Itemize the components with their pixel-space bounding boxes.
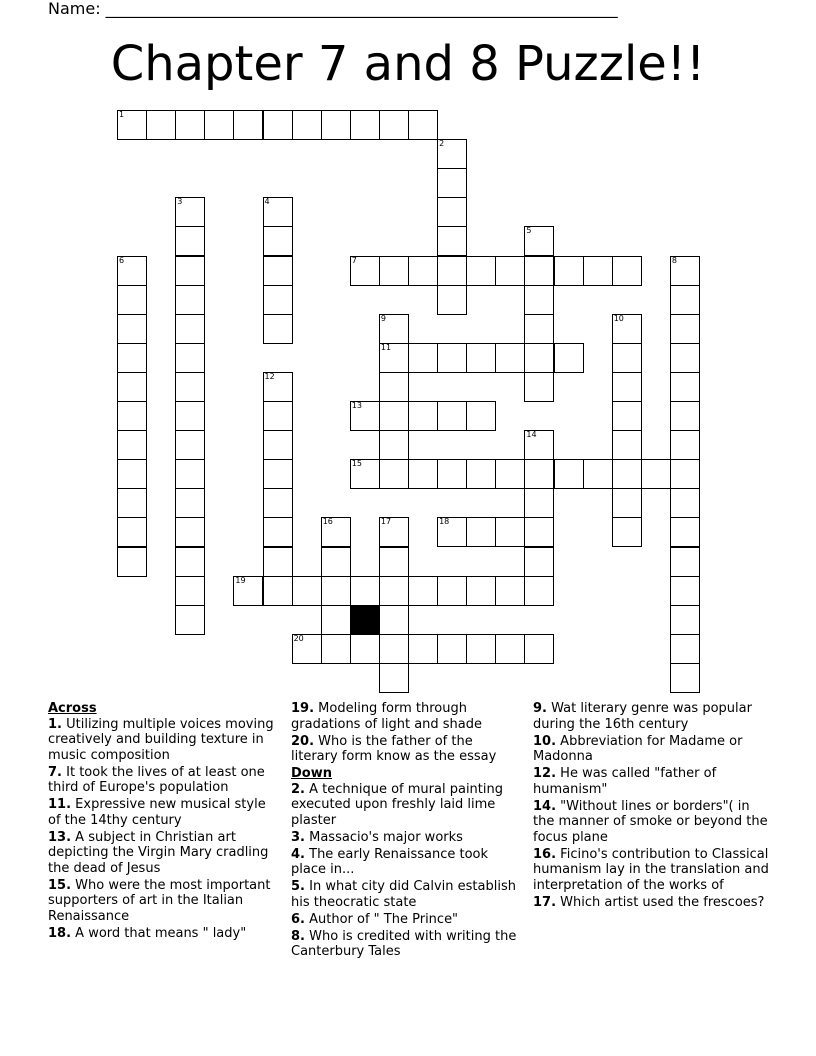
grid-cell[interactable] bbox=[437, 459, 467, 489]
clue-column-2 bbox=[291, 701, 523, 961]
down-clue: 14. "Without lines or borders"( in the manner of smoke or beyond the focus plane bbox=[533, 798, 768, 845]
clue-number-label: 7 bbox=[351, 255, 357, 265]
clue-number-label: 2 bbox=[439, 139, 445, 149]
grid-cell[interactable] bbox=[263, 314, 293, 344]
clue-number-label: 4 bbox=[264, 197, 270, 207]
grid-cell[interactable] bbox=[612, 459, 642, 489]
grid-cell[interactable] bbox=[379, 401, 409, 431]
across-clue: 13. A subject in Christian art depicting the Virgin Mary cradling the dead of Jesus bbox=[48, 829, 269, 876]
grid-cell[interactable] bbox=[175, 459, 205, 489]
clue-number-label: 13 bbox=[351, 401, 362, 410]
grid-cell[interactable] bbox=[495, 576, 525, 606]
clue-number-label: 12 bbox=[264, 371, 275, 381]
grid-cell[interactable] bbox=[292, 576, 322, 606]
across-header: Across bbox=[48, 701, 97, 716]
grid-cell[interactable] bbox=[350, 256, 380, 286]
grid-cell[interactable] bbox=[175, 256, 205, 286]
grid-cell[interactable] bbox=[175, 488, 205, 518]
down-clue: 16. Ficino's contribution to Classical humanism lay in the translation and interpretation of the works of bbox=[533, 846, 769, 893]
grid-cell[interactable] bbox=[495, 343, 525, 373]
grid-cell[interactable] bbox=[524, 576, 554, 606]
grid-cell[interactable] bbox=[379, 110, 409, 140]
grid-cell[interactable] bbox=[495, 634, 525, 664]
grid-cell[interactable] bbox=[175, 197, 205, 227]
grid-cell[interactable] bbox=[466, 256, 496, 286]
grid-cell[interactable] bbox=[612, 256, 642, 286]
grid-cell[interactable] bbox=[670, 256, 700, 286]
grid-cell[interactable] bbox=[670, 663, 700, 693]
grid-cell[interactable] bbox=[204, 110, 234, 140]
grid-cell[interactable] bbox=[670, 634, 700, 664]
grid-cell[interactable] bbox=[524, 226, 554, 256]
grid-cell[interactable] bbox=[379, 605, 409, 635]
grid-cell[interactable] bbox=[350, 401, 380, 431]
clue-number-label: 9 bbox=[380, 313, 386, 323]
grid-cell[interactable] bbox=[117, 110, 147, 140]
grid-cell[interactable] bbox=[263, 285, 293, 315]
across-clue: 1. Utilizing multiple voices moving creatively and building texture in music composition bbox=[48, 716, 274, 763]
grid-cell[interactable] bbox=[554, 343, 584, 373]
across-clue: 7. It took the lives of at least one third of Europe's population bbox=[48, 764, 265, 795]
grid-cell[interactable] bbox=[379, 634, 409, 664]
grid-cell[interactable] bbox=[670, 314, 700, 344]
name-field-label: Name: ________________________________________________________________ bbox=[48, 0, 618, 18]
grid-cell[interactable] bbox=[583, 256, 613, 286]
grid-cell[interactable] bbox=[437, 576, 467, 606]
grid-cell[interactable] bbox=[117, 372, 147, 402]
down-header: Down bbox=[291, 766, 332, 781]
grid-cell[interactable] bbox=[379, 459, 409, 489]
grid-cell[interactable] bbox=[554, 256, 584, 286]
grid-cell[interactable] bbox=[524, 517, 554, 547]
grid-cell[interactable] bbox=[263, 576, 293, 606]
down-clue: 17. Which artist used the frescoes? bbox=[533, 894, 765, 910]
grid-cell[interactable] bbox=[670, 372, 700, 402]
grid-cell[interactable] bbox=[321, 517, 351, 547]
grid-cell[interactable] bbox=[321, 634, 351, 664]
grid-cell[interactable] bbox=[263, 401, 293, 431]
grid-cell[interactable] bbox=[117, 488, 147, 518]
grid-cell[interactable] bbox=[117, 401, 147, 431]
down-clue: 4. The early Renaissance took place in... bbox=[291, 846, 489, 877]
grid-cell[interactable] bbox=[437, 634, 467, 664]
down-clue: 3. Massacio's major works bbox=[291, 829, 463, 845]
grid-cell[interactable] bbox=[670, 576, 700, 606]
grid-cell[interactable] bbox=[408, 256, 438, 286]
grid-cell[interactable] bbox=[612, 314, 642, 344]
grid-cell[interactable] bbox=[612, 343, 642, 373]
grid-cell[interactable] bbox=[612, 517, 642, 547]
down-clue: 12. He was called "father of humanism" bbox=[533, 766, 717, 797]
grid-cell[interactable] bbox=[175, 110, 205, 140]
grid-cell[interactable] bbox=[437, 139, 467, 169]
clue-number-label: 5 bbox=[526, 226, 532, 236]
clue-number-label: 11 bbox=[380, 342, 392, 352]
grid-cell[interactable] bbox=[379, 430, 409, 460]
across-clue: 15. Who were the most important supporters of art in the Italian Renaissance bbox=[48, 877, 271, 924]
grid-cell[interactable] bbox=[466, 401, 496, 431]
grid-cell[interactable] bbox=[379, 576, 409, 606]
clue-number-label: 6 bbox=[119, 255, 125, 265]
grid-cell[interactable] bbox=[263, 547, 293, 577]
grid-cell[interactable] bbox=[263, 226, 293, 256]
grid-cell[interactable] bbox=[117, 285, 147, 315]
grid-cell[interactable] bbox=[175, 576, 205, 606]
grid-cell[interactable] bbox=[117, 256, 147, 286]
grid-cell[interactable] bbox=[292, 634, 322, 664]
crossword-grid bbox=[117, 110, 699, 692]
grid-cell[interactable] bbox=[466, 343, 496, 373]
across-clue: 18. A word that means " lady" bbox=[48, 925, 247, 941]
clue-number-label: 15 bbox=[351, 459, 362, 469]
grid-cell[interactable] bbox=[175, 226, 205, 256]
grid-cell[interactable] bbox=[175, 605, 205, 635]
grid-cell[interactable] bbox=[524, 256, 554, 286]
grid-cell[interactable] bbox=[379, 314, 409, 344]
grid-cell[interactable] bbox=[175, 372, 205, 402]
grid-cell[interactable] bbox=[670, 488, 700, 518]
down-clue: 8. Who is credited with writing the Canterbury Tales bbox=[291, 928, 517, 959]
grid-cell[interactable] bbox=[379, 547, 409, 577]
grid-cell[interactable] bbox=[233, 110, 263, 140]
grid-cell[interactable] bbox=[263, 256, 293, 286]
grid-cell[interactable] bbox=[524, 459, 554, 489]
grid-cell[interactable] bbox=[524, 547, 554, 577]
clue-number-label: 20 bbox=[293, 633, 304, 643]
down-clue: 2. A technique of mural painting executed upon freshly laid lime plaster bbox=[291, 781, 503, 828]
grid-cell[interactable] bbox=[524, 430, 554, 460]
grid-cell[interactable] bbox=[175, 517, 205, 547]
clue-column-3 bbox=[533, 701, 773, 912]
grid-cell[interactable] bbox=[175, 401, 205, 431]
grid-cell[interactable] bbox=[117, 343, 147, 373]
grid-cell[interactable] bbox=[437, 256, 467, 286]
grid-cell[interactable] bbox=[670, 401, 700, 431]
grid-cell[interactable] bbox=[408, 343, 438, 373]
grid-cell[interactable] bbox=[175, 547, 205, 577]
grid-cell[interactable] bbox=[466, 459, 496, 489]
page-title: Chapter 7 and 8 Puzzle!! bbox=[110, 36, 706, 92]
grid-cell[interactable] bbox=[408, 459, 438, 489]
down-clue: 9. Wat literary genre was popular during the 16th century bbox=[533, 701, 752, 732]
grid-cell[interactable] bbox=[263, 488, 293, 518]
grid-cell[interactable] bbox=[437, 168, 467, 198]
clue-number-label: 14 bbox=[526, 430, 537, 440]
grid-cell[interactable] bbox=[641, 459, 671, 489]
grid-cell[interactable] bbox=[612, 430, 642, 460]
grid-cell[interactable] bbox=[466, 576, 496, 606]
grid-cell[interactable] bbox=[612, 401, 642, 431]
grid-cell[interactable] bbox=[379, 663, 409, 693]
grid-cell[interactable] bbox=[263, 517, 293, 547]
clue-number-label: 18 bbox=[439, 517, 450, 527]
grid-cell[interactable] bbox=[495, 256, 525, 286]
grid-cell[interactable] bbox=[612, 488, 642, 518]
grid-cell[interactable] bbox=[117, 430, 147, 460]
clue-column-1 bbox=[48, 701, 282, 943]
grid-cell[interactable] bbox=[292, 110, 322, 140]
clue-number-label: 8 bbox=[671, 255, 677, 265]
grid-cell[interactable] bbox=[146, 110, 176, 140]
grid-cell[interactable] bbox=[437, 285, 467, 315]
grid-cell[interactable] bbox=[437, 197, 467, 227]
grid-cell[interactable] bbox=[175, 343, 205, 373]
grid-cell[interactable] bbox=[379, 256, 409, 286]
grid-cell[interactable] bbox=[524, 314, 554, 344]
grid-cell[interactable] bbox=[175, 285, 205, 315]
grid-cell[interactable] bbox=[524, 488, 554, 518]
down-clue: 6. Author of " The Prince" bbox=[291, 911, 459, 927]
down-clue: 5. In what city did Calvin establish his theocratic state bbox=[291, 879, 516, 910]
grid-cell[interactable] bbox=[670, 285, 700, 315]
clue-number-label: 3 bbox=[177, 197, 183, 207]
grid-cell[interactable] bbox=[495, 517, 525, 547]
across-clue: 19. Modeling form through gradations of light and shade bbox=[291, 701, 483, 732]
grid-cell[interactable] bbox=[670, 605, 700, 635]
grid-cell[interactable] bbox=[437, 226, 467, 256]
grid-cell[interactable] bbox=[117, 314, 147, 344]
grid-cell[interactable] bbox=[263, 372, 293, 402]
grid-cell[interactable] bbox=[670, 517, 700, 547]
grid-cell[interactable] bbox=[670, 459, 700, 489]
grid-cell[interactable] bbox=[495, 459, 525, 489]
grid-cell[interactable] bbox=[321, 547, 351, 577]
grid-cell[interactable] bbox=[437, 401, 467, 431]
grid-cell[interactable] bbox=[466, 517, 496, 547]
grid-cell[interactable] bbox=[379, 517, 409, 547]
grid-cell[interactable] bbox=[554, 459, 584, 489]
grid-cell[interactable] bbox=[350, 110, 380, 140]
grid-cell[interactable] bbox=[117, 459, 147, 489]
grid-cell[interactable] bbox=[321, 605, 351, 635]
grid-cell[interactable] bbox=[670, 430, 700, 460]
grid-cell[interactable] bbox=[263, 459, 293, 489]
grid-cell[interactable] bbox=[408, 634, 438, 664]
clue-number-label: 10 bbox=[613, 313, 624, 323]
across-clue: 20. Who is the father of the literary form know as the essay bbox=[291, 733, 497, 764]
grid-cell[interactable] bbox=[263, 430, 293, 460]
grid-cell[interactable] bbox=[670, 547, 700, 577]
grid-cell[interactable] bbox=[524, 343, 554, 373]
grid-cell[interactable] bbox=[263, 197, 293, 227]
grid-cell[interactable] bbox=[466, 634, 496, 664]
grid-cell[interactable] bbox=[321, 110, 351, 140]
grid-cell[interactable] bbox=[350, 459, 380, 489]
grid-cell[interactable] bbox=[524, 285, 554, 315]
across-clue: 11. Expressive new musical style of the 14thy century bbox=[48, 797, 266, 828]
grid-cell[interactable] bbox=[263, 110, 293, 140]
grid-cell[interactable] bbox=[175, 314, 205, 344]
grid-cell[interactable] bbox=[408, 576, 438, 606]
grid-cell[interactable] bbox=[117, 547, 147, 577]
grid-cell[interactable] bbox=[524, 372, 554, 402]
grid-cell[interactable] bbox=[437, 343, 467, 373]
grid-cell[interactable] bbox=[175, 430, 205, 460]
grid-cell[interactable] bbox=[379, 343, 409, 373]
grid-cell[interactable] bbox=[117, 517, 147, 547]
grid-cell[interactable] bbox=[524, 634, 554, 664]
grid-cell[interactable] bbox=[408, 110, 438, 140]
clue-number-label: 19 bbox=[235, 575, 246, 585]
grid-cell[interactable] bbox=[233, 576, 263, 606]
grid-cell[interactable] bbox=[437, 517, 467, 547]
grid-cell[interactable] bbox=[321, 576, 351, 606]
grid-cell[interactable] bbox=[350, 576, 380, 606]
grid-cell[interactable] bbox=[408, 401, 438, 431]
grid-cell[interactable] bbox=[612, 372, 642, 402]
clue-number-label: 1 bbox=[119, 110, 125, 119]
grid-cell[interactable] bbox=[670, 343, 700, 373]
grid-cell[interactable] bbox=[379, 372, 409, 402]
grid-cell[interactable] bbox=[583, 459, 613, 489]
grid-cell[interactable] bbox=[350, 634, 380, 664]
down-clue: 10. Abbreviation for Madame or Madonna bbox=[533, 733, 743, 764]
clue-number-label: 16 bbox=[322, 517, 333, 527]
clue-number-label: 17 bbox=[380, 517, 392, 527]
blocked-cell bbox=[350, 605, 380, 635]
